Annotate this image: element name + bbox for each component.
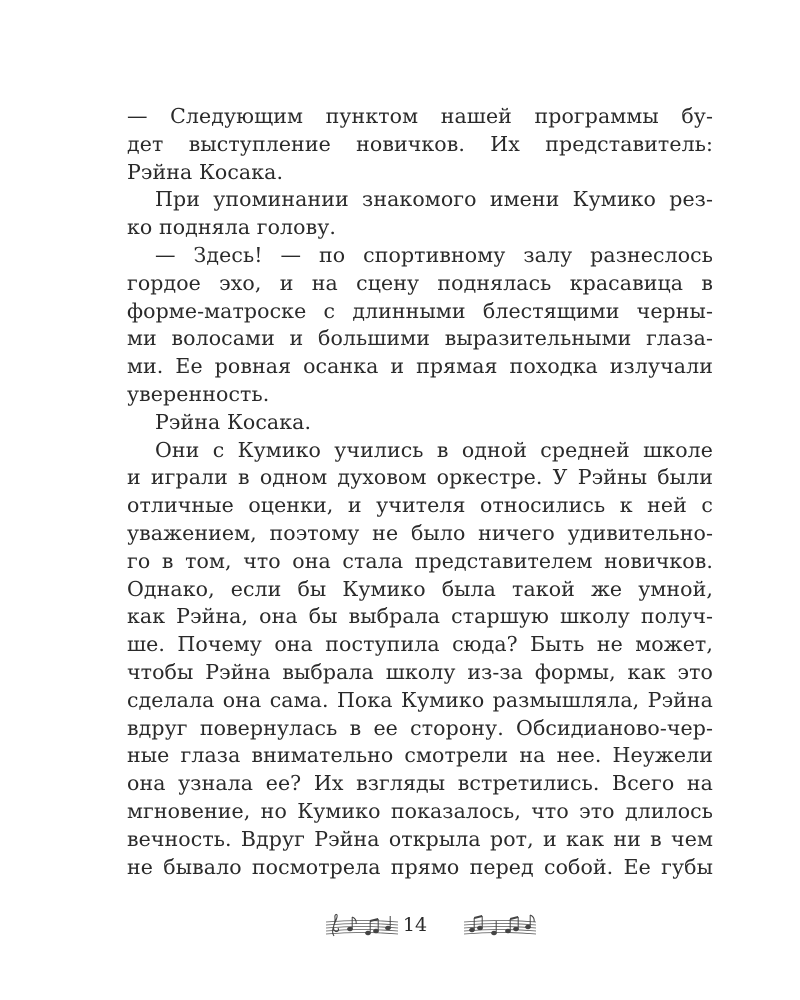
text-line: вдруг повернулась в ее сторону. Обсидианово-чер- (127, 715, 713, 740)
text-line: форме-матроске с длинными блестящими черны- (127, 298, 713, 323)
text-line: Они с Кумико учились в одной средней школе (155, 437, 713, 462)
text-line: и играли в одном духовом оркестре. У Рэйны были (127, 465, 713, 490)
text-line: чтобы Рэйна выбрала школу из-за формы, как это (127, 659, 713, 684)
text-line: го в том, что она стала представителем новичков. (127, 548, 713, 573)
music-staff-ornament-icon (462, 908, 538, 942)
text-line: — Следующим пунктом нашей программы бу- (127, 104, 713, 128)
text-line: Рэйна Косака. (155, 409, 312, 434)
text-line: — Здесь! — по спортивному залу разнеслось (155, 242, 713, 267)
text-line: как Рэйна, она бы выбрала старшую школу получ- (127, 604, 713, 629)
music-staff-ornament-icon (324, 908, 400, 942)
text-line: она узнала ее? Их взгляды встретились. Всего на (127, 771, 713, 796)
text-line: Однако, если бы Кумико была такой же умной, (127, 576, 713, 601)
text-line: При упоминании знакомого имени Кумико рез- (155, 187, 713, 212)
body-text (127, 103, 713, 881)
text-line: ше. Почему она поступила сюда? Быть не может, (127, 632, 713, 657)
text-line: не бывало посмотрела прямо перед собой. Ее губы (127, 854, 713, 879)
text-line: ми. Ее ровная осанка и прямая походка излучали (127, 354, 713, 379)
text-line: уважением, поэтому не было ничего удивительно- (127, 520, 713, 545)
text-line: уверенность. (127, 381, 270, 406)
text-line: вечность. Вдруг Рэйна открыла рот, и как ни в чем (127, 826, 713, 851)
text-line: сделала она сама. Пока Кумико размышляла, Рэйна (127, 687, 713, 712)
text-line: отличные оценки, и учителя относились к ней с (127, 493, 713, 518)
text-line: гордое эхо, и на сцену поднялась красавица в (127, 270, 713, 295)
text-line: дет выступление новичков. Их представитель: (127, 131, 713, 156)
page-number: 14 (402, 914, 428, 936)
text-line: мгновение, но Кумико показалось, что это длилось (127, 798, 713, 823)
text-line: ми волосами и большими выразительными глаза- (127, 326, 713, 351)
text-line: ные глаза внимательно смотрели на нее. Неужели (127, 743, 713, 768)
text-line: ко подняла голову. (127, 215, 337, 240)
text-line: Рэйна Косака. (127, 159, 284, 184)
page-footer (0, 908, 800, 944)
